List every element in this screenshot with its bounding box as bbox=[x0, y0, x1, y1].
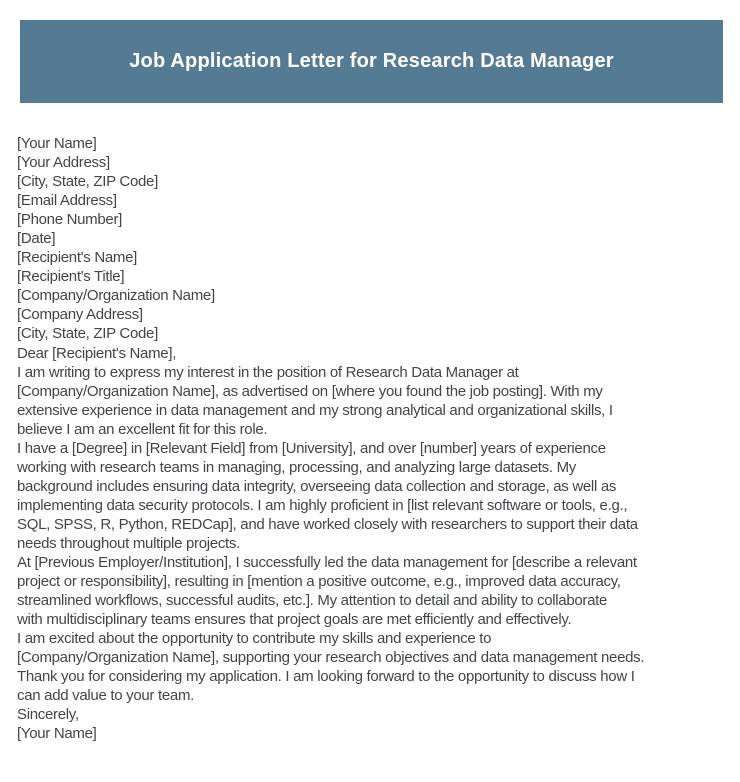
letter-line: I am excited about the opportunity to contribute my skills and experience to bbox=[17, 630, 492, 648]
letter-line: extensive experience in data management and my strong analytical and organizational skills, I bbox=[17, 401, 613, 419]
letter-line: [City, State, ZIP Code] bbox=[17, 173, 158, 191]
letter-line: implementing data security protocols. I am highly proficient in [list relevant software or tools, e.g., bbox=[17, 496, 628, 514]
letter-body bbox=[17, 134, 732, 744]
letter-line: Sincerely, bbox=[17, 706, 79, 724]
letter-line: Dear [Recipient's Name], bbox=[17, 344, 177, 362]
letter-line: [Date] bbox=[17, 230, 56, 248]
letter-line: [Your Name] bbox=[17, 725, 97, 743]
letter-line: working with research teams in managing, processing, and analyzing large datasets. My bbox=[17, 458, 576, 476]
letter-line: [Recipient's Title] bbox=[17, 268, 125, 286]
title-banner bbox=[20, 20, 723, 103]
letter-line: SQL, SPSS, R, Python, REDCap], and have worked closely with researchers to support their data bbox=[17, 515, 638, 533]
letter-line: [Phone Number] bbox=[17, 211, 123, 229]
letter-line: can add value to your team. bbox=[17, 687, 195, 705]
letter-line: [Company/Organization Name], supporting your research objectives and data management needs. bbox=[17, 649, 645, 667]
letter-line: needs throughout multiple projects. bbox=[17, 534, 240, 552]
letter-line: background includes ensuring data integrity, overseeing data collection and storage, as well as bbox=[17, 477, 617, 495]
letter-line: [Recipient's Name] bbox=[17, 249, 138, 267]
letter-line: I am writing to express my interest in the position of Research Data Manager at bbox=[17, 363, 519, 381]
letter-line: streamlined workflows, successful audits, etc.]. My attention to detail and ability to collaborate bbox=[17, 592, 608, 610]
letter-line: with multidisciplinary teams ensures that project goals are met efficiently and effectively. bbox=[17, 611, 572, 629]
letter-line: At [Previous Employer/Institution], I successfully led the data management for [describe a relevant bbox=[17, 554, 637, 572]
letter-line: project or responsibility], resulting in [mention a positive outcome, e.g., improved data accuracy, bbox=[17, 573, 621, 591]
letter-line: [Email Address] bbox=[17, 192, 117, 210]
letter-line: I have a [Degree] in [Relevant Field] from [University], and over [number] years of experience bbox=[17, 439, 606, 457]
letter-line: [Company/Organization Name] bbox=[17, 287, 215, 305]
letter-line: [Company Address] bbox=[17, 306, 143, 324]
letter-line: [Your Address] bbox=[17, 154, 110, 172]
page-title: Job Application Letter for Research Data Manager bbox=[129, 50, 614, 72]
letter-line: Thank you for considering my application. I am looking forward to the opportunity to discuss how I bbox=[17, 668, 635, 686]
letter-page bbox=[0, 20, 740, 744]
letter-line: [City, State, ZIP Code] bbox=[17, 325, 158, 343]
letter-line: believe I am an excellent fit for this role. bbox=[17, 420, 268, 438]
letter-line: [Company/Organization Name], as advertised on [where you found the job posting]. With my bbox=[17, 382, 603, 400]
letter-line: [Your Name] bbox=[17, 135, 97, 152]
